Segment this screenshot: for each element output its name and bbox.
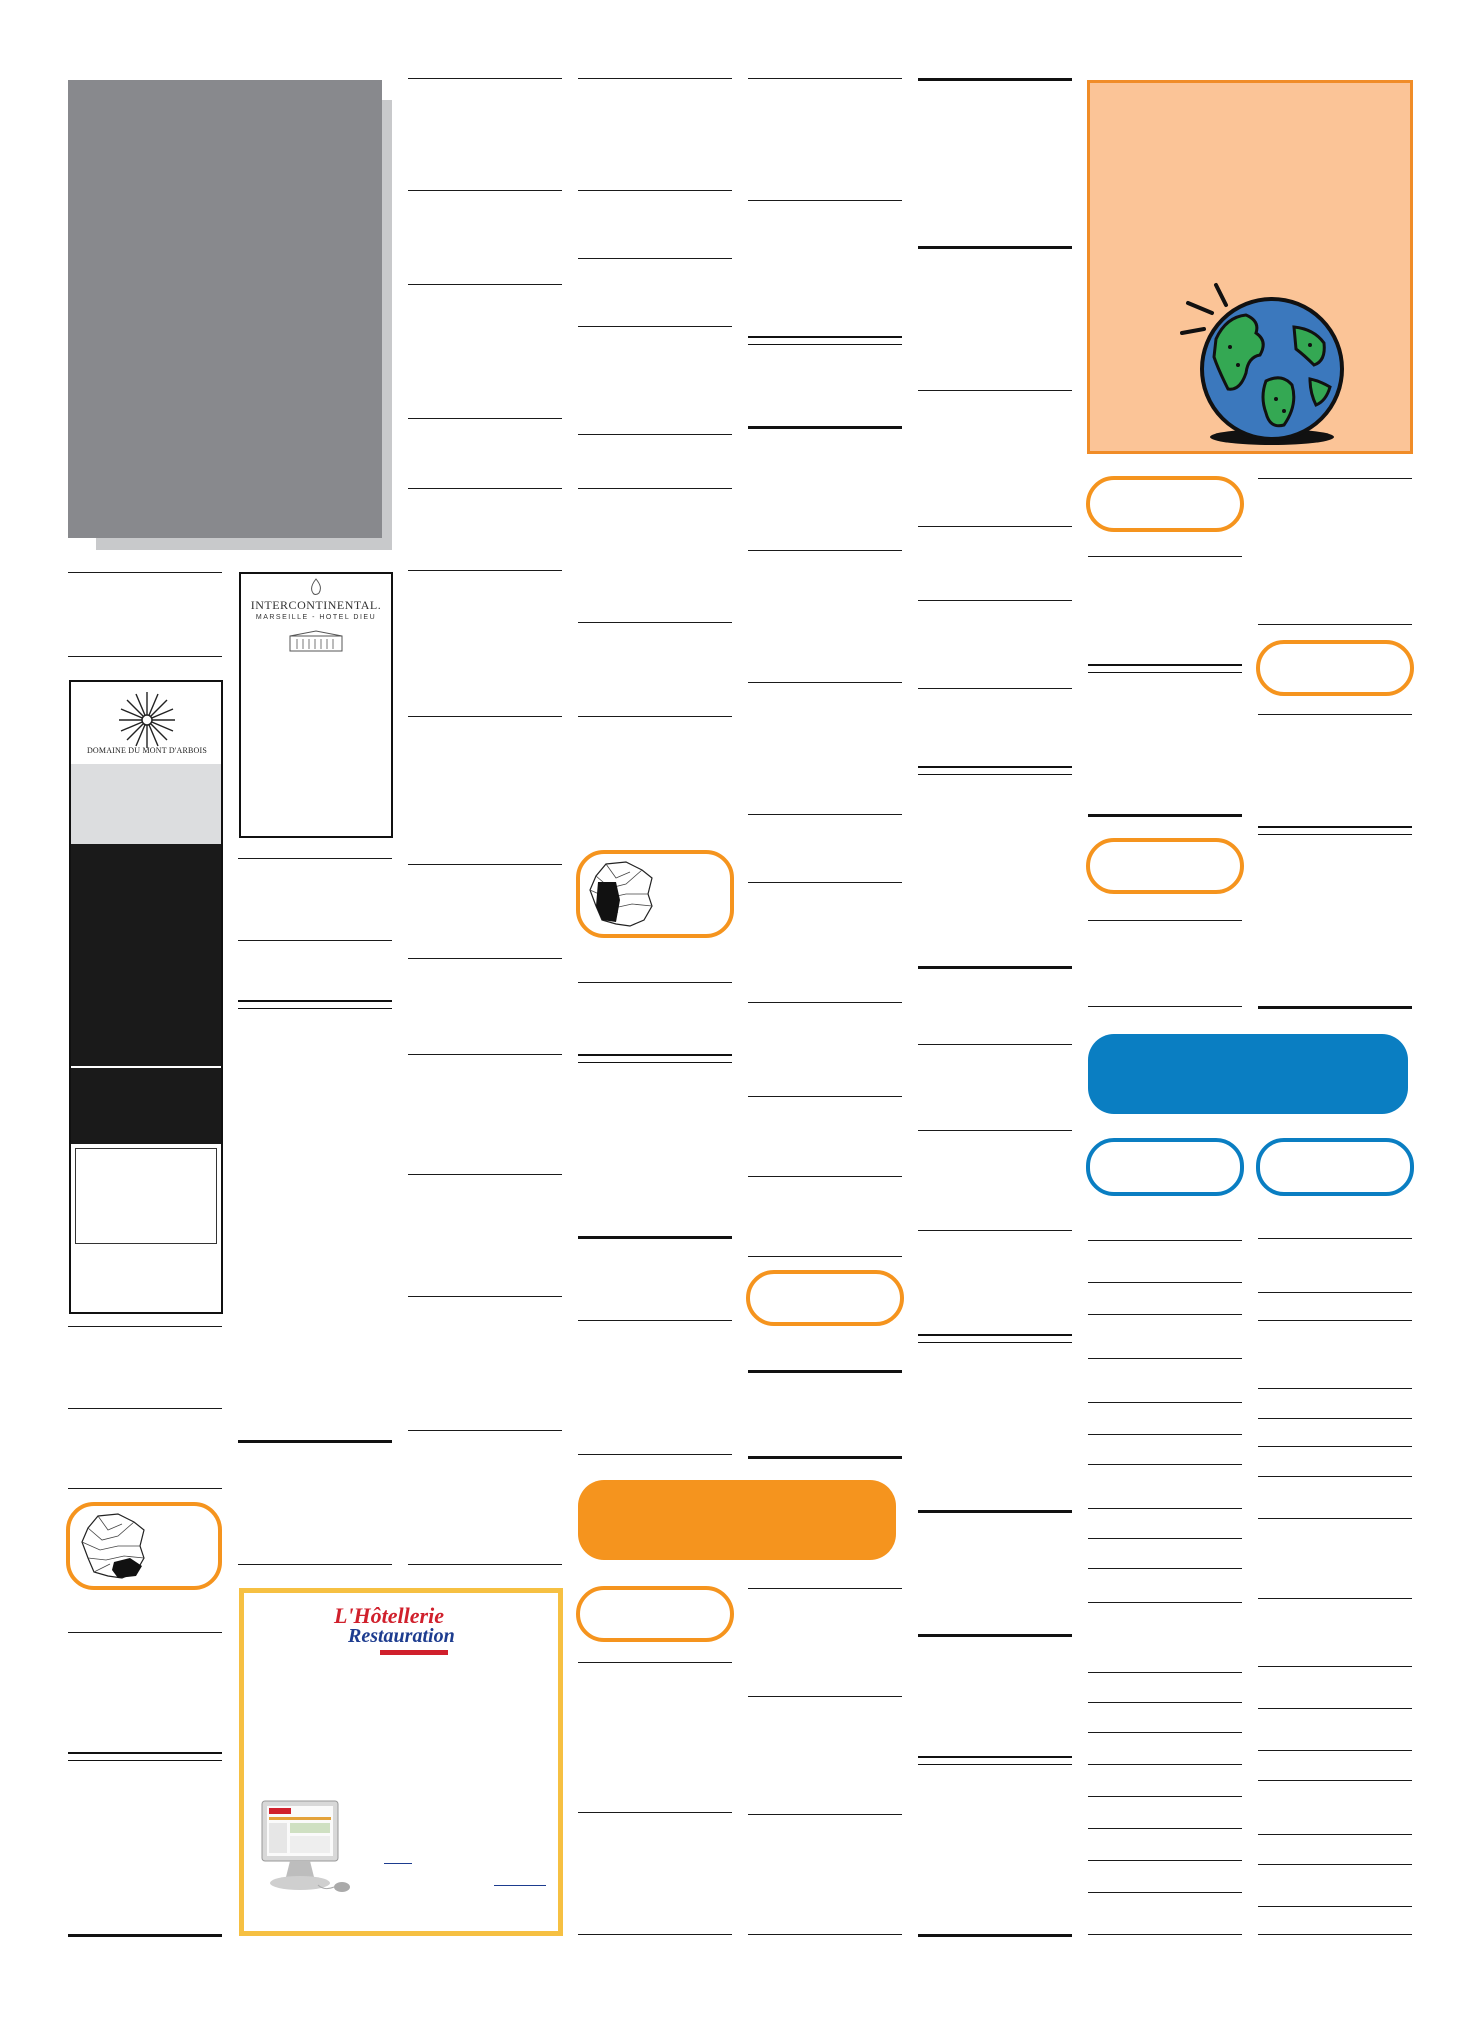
orange-pill <box>1256 640 1414 696</box>
column-rule <box>578 190 732 191</box>
column-rule <box>1258 1476 1412 1477</box>
column-rule <box>1258 1934 1412 1935</box>
region-map-box <box>576 850 734 938</box>
column-rule <box>408 1174 562 1175</box>
column-rule <box>1258 1006 1412 1009</box>
column-rule <box>408 958 562 959</box>
column-rule <box>1258 1708 1412 1709</box>
column-rule <box>68 1488 222 1489</box>
column-rule <box>1088 1860 1242 1861</box>
gray-photo-block <box>68 80 382 538</box>
column-rule <box>918 526 1072 527</box>
column-rule <box>748 550 902 551</box>
double-rule <box>1088 664 1242 673</box>
column-rule <box>918 390 1072 391</box>
column-rule <box>918 1634 1072 1637</box>
double-rule <box>918 1334 1072 1343</box>
double-rule <box>918 766 1072 775</box>
column-rule <box>1258 478 1412 479</box>
column-rule <box>748 682 902 683</box>
column-rule <box>238 1440 392 1443</box>
column-rule <box>1088 1464 1242 1465</box>
column-rule <box>408 1564 562 1565</box>
column-rule <box>1258 1666 1412 1667</box>
column-rule <box>1088 556 1242 557</box>
column-rule <box>918 1130 1072 1131</box>
double-rule <box>918 1756 1072 1765</box>
column-rule <box>918 1044 1072 1045</box>
column-rule <box>578 488 732 489</box>
column-rule <box>918 1934 1072 1937</box>
column-rule <box>1088 1538 1242 1539</box>
column-rule <box>408 716 562 717</box>
column-rule <box>1088 1282 1242 1283</box>
column-rule <box>748 1814 902 1815</box>
double-rule <box>68 1752 222 1761</box>
blue-pill <box>1256 1138 1414 1196</box>
column-rule <box>578 1236 732 1239</box>
column-rule <box>408 1054 562 1055</box>
column-rule <box>578 622 732 623</box>
column-rule <box>408 488 562 489</box>
gray-band <box>71 764 221 844</box>
logo-underline <box>380 1650 448 1655</box>
column-rule <box>1088 1240 1242 1241</box>
column-rule <box>748 1934 902 1935</box>
column-rule <box>1088 1508 1242 1509</box>
column-rule <box>578 434 732 435</box>
column-rule <box>68 1934 222 1937</box>
column-rule <box>748 1176 902 1177</box>
column-rule <box>1258 1864 1412 1865</box>
column-rule <box>748 1696 902 1697</box>
column-rule <box>1088 1314 1242 1315</box>
black-band <box>71 844 221 1066</box>
column-rule <box>918 688 1072 689</box>
column-rule <box>918 1510 1072 1513</box>
column-rule <box>578 258 732 259</box>
column-rule <box>408 864 562 865</box>
column-rule <box>1258 1292 1412 1293</box>
black-band-2 <box>71 1068 221 1144</box>
column-rule <box>1258 1238 1412 1239</box>
column-rule <box>918 966 1072 969</box>
intercontinental-location: MARSEILLE - HOTEL DIEU <box>255 614 377 621</box>
globe-illustration-box <box>1087 80 1413 454</box>
column-rule <box>1088 920 1242 921</box>
column-rule <box>1088 1796 1242 1797</box>
column-rule <box>1258 1780 1412 1781</box>
column-rule <box>408 1296 562 1297</box>
column-rule <box>1088 1568 1242 1569</box>
column-rule <box>408 284 562 285</box>
column-rule <box>578 1662 732 1663</box>
column-rule <box>1258 1518 1412 1519</box>
intercontinental-ad <box>239 572 393 838</box>
column-rule <box>578 326 732 327</box>
double-rule <box>238 1000 392 1009</box>
column-rule <box>408 570 562 571</box>
column-rule <box>1258 1418 1412 1419</box>
column-rule <box>1258 1750 1412 1751</box>
column-rule <box>1258 1320 1412 1321</box>
column-rule <box>1088 1672 1242 1673</box>
column-rule <box>68 656 222 657</box>
column-rule <box>1088 814 1242 817</box>
column-rule <box>1088 1358 1242 1359</box>
column-rule <box>1258 624 1412 625</box>
blue-banner <box>1088 1034 1408 1114</box>
column-rule <box>578 78 732 79</box>
column-rule <box>238 858 392 859</box>
computer-monitor-icon <box>258 1795 358 1899</box>
intercontinental-brand: INTERCONTINENTAL. <box>250 598 382 612</box>
column-rule <box>68 1408 222 1409</box>
orange-pill <box>576 1586 734 1642</box>
orange-pill <box>746 1270 904 1326</box>
globe-icon <box>1164 269 1344 449</box>
column-rule <box>1088 1892 1242 1893</box>
column-rule <box>238 1564 392 1565</box>
orange-pill <box>1086 838 1244 894</box>
column-rule <box>68 572 222 573</box>
column-rule <box>408 1430 562 1431</box>
column-rule <box>918 1230 1072 1231</box>
column-rule <box>238 940 392 941</box>
domaine-ad <box>69 680 223 1314</box>
column-rule <box>578 716 732 717</box>
column-rule <box>918 78 1072 81</box>
hotel-building-icon <box>289 630 343 652</box>
column-rule <box>1088 1828 1242 1829</box>
column-rule <box>748 814 902 815</box>
column-rule <box>578 1934 732 1935</box>
column-rule <box>1258 714 1412 715</box>
column-rule <box>1088 1602 1242 1603</box>
column-rule <box>408 78 562 79</box>
double-rule <box>748 336 902 345</box>
column-rule <box>1258 1446 1412 1447</box>
column-rule <box>748 426 902 429</box>
flame-logo-icon <box>309 578 323 596</box>
column-rule <box>748 1002 902 1003</box>
link-underline <box>494 1885 546 1886</box>
orange-pill <box>1086 476 1244 532</box>
white-box <box>75 1148 217 1244</box>
column-rule <box>1258 1598 1412 1599</box>
column-rule <box>918 600 1072 601</box>
column-rule <box>748 882 902 883</box>
column-rule <box>408 190 562 191</box>
column-rule <box>748 200 902 201</box>
column-rule <box>1258 1834 1412 1835</box>
column-rule <box>1088 1732 1242 1733</box>
hotellerie-logo-line1: L'Hôtellerie <box>334 1603 444 1628</box>
column-rule <box>408 418 562 419</box>
france-map-icon <box>78 1512 152 1582</box>
double-rule <box>578 1054 732 1063</box>
column-rule <box>68 1632 222 1633</box>
column-rule <box>68 1326 222 1327</box>
column-rule <box>1088 1434 1242 1435</box>
column-rule <box>748 1370 902 1373</box>
hotellerie-logo-line2: Restauration <box>348 1625 455 1647</box>
column-rule <box>578 1454 732 1455</box>
column-rule <box>578 1812 732 1813</box>
column-rule <box>1258 1906 1412 1907</box>
column-rule <box>1088 1702 1242 1703</box>
compass-star-icon <box>117 690 177 750</box>
column-rule <box>1088 1402 1242 1403</box>
column-rule <box>578 1320 732 1321</box>
column-rule <box>748 1588 902 1589</box>
column-rule <box>578 982 732 983</box>
column-rule <box>748 1456 902 1459</box>
blue-pill <box>1086 1138 1244 1196</box>
column-rule <box>1088 1006 1242 1007</box>
column-rule <box>748 1096 902 1097</box>
column-rule <box>748 78 902 79</box>
column-rule <box>1258 1388 1412 1389</box>
double-rule <box>1258 826 1412 835</box>
region-map-box <box>66 1502 222 1590</box>
column-rule <box>1088 1934 1242 1935</box>
france-map-icon <box>586 860 660 930</box>
column-rule <box>1088 1764 1242 1765</box>
column-rule <box>918 246 1072 249</box>
hotellerie-ad <box>239 1588 563 1936</box>
link-underline <box>384 1863 412 1864</box>
domaine-brand: DOMAINE DU MONT D'ARBOIS <box>86 746 208 755</box>
column-rule <box>748 1256 902 1257</box>
orange-banner <box>578 1480 896 1560</box>
